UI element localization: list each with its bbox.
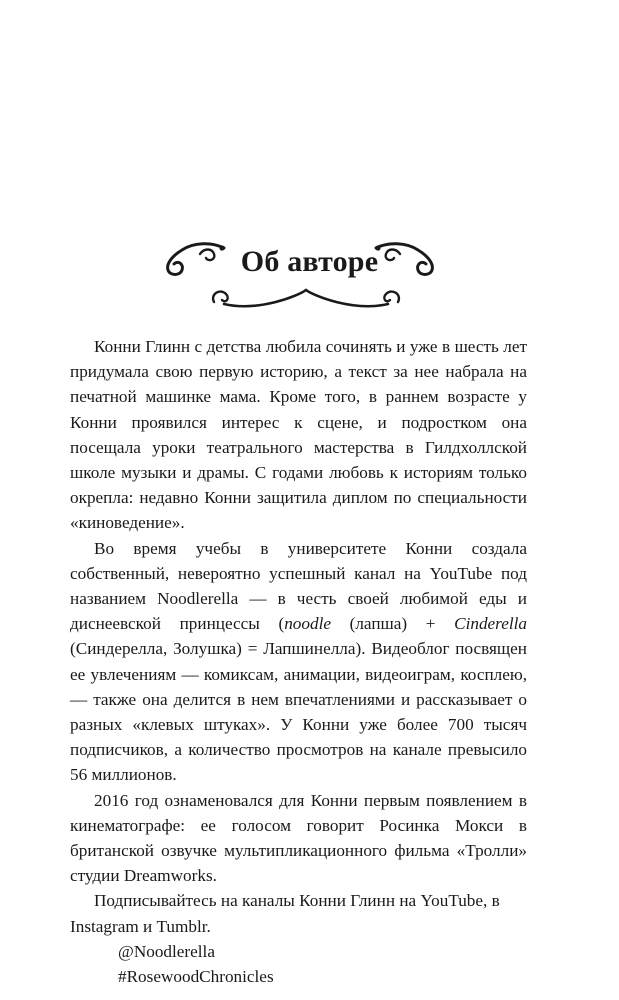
bio-paragraph-2-part-b: (лапша) + (330, 614, 455, 634)
bio-paragraph-1: Конни Глинн с детства любила сочинять и уже в шесть лет придумала свою первую историю, а текст за нее набрала на печатной машинке мама. Кроме того, в раннем возрасте у Конни проявился интерес к сцене, и подростком она посещала уроки театрального мастерства в Гилдхоллской школе музыки и драмы. С годами любовь к историям только окрепла: недавно Конни защитила диплом по специальности «киноведение». (70, 337, 527, 533)
chapter-heading (0, 228, 619, 318)
bio-paragraph-3: 2016 год ознаменовался для Конни первым появлением в кинематографе: ее голосом говорит Росинка Мокси в британской озвучке мультипликационного фильма «Тролли» студии Dreamworks. (70, 790, 527, 886)
author-bio (70, 334, 527, 989)
italic-noodle: noodle (284, 614, 331, 634)
social-handle: @Noodlerella (118, 941, 215, 961)
chapter-title: Об авторе (240, 245, 379, 278)
hashtag: #RosewoodChronicles (118, 967, 274, 987)
bio-paragraph-4: Подписывайтесь на каналы Конни Глинн на YouTube, в Instagram и Tumblr. (70, 891, 500, 936)
bio-paragraph-2-part-a: Во время учебы в университете Конни создала собственный, невероятно успешный канал на YouTube под названием Noodlerella — в честь своей любимой еды и диснеевской принцессы ( (70, 538, 527, 634)
bio-paragraph-2-part-c: (Синдерелла, Золушка) = Лапшинелла). Видеоблог посвящен ее увлечениям — комиксам, анимации, видеоиграм, косплею, — также она делится в нем впечатлениями и рассказывает о разных «клевых штуках». У Конни уже более 700 тысяч подписчиков, а количество просмотров на канале превысило 56 миллионов. (70, 639, 527, 785)
underline-flourish-icon (208, 282, 404, 312)
italic-cinderella: Cinderella (454, 614, 527, 634)
bio-paragraph-2 (70, 536, 527, 788)
